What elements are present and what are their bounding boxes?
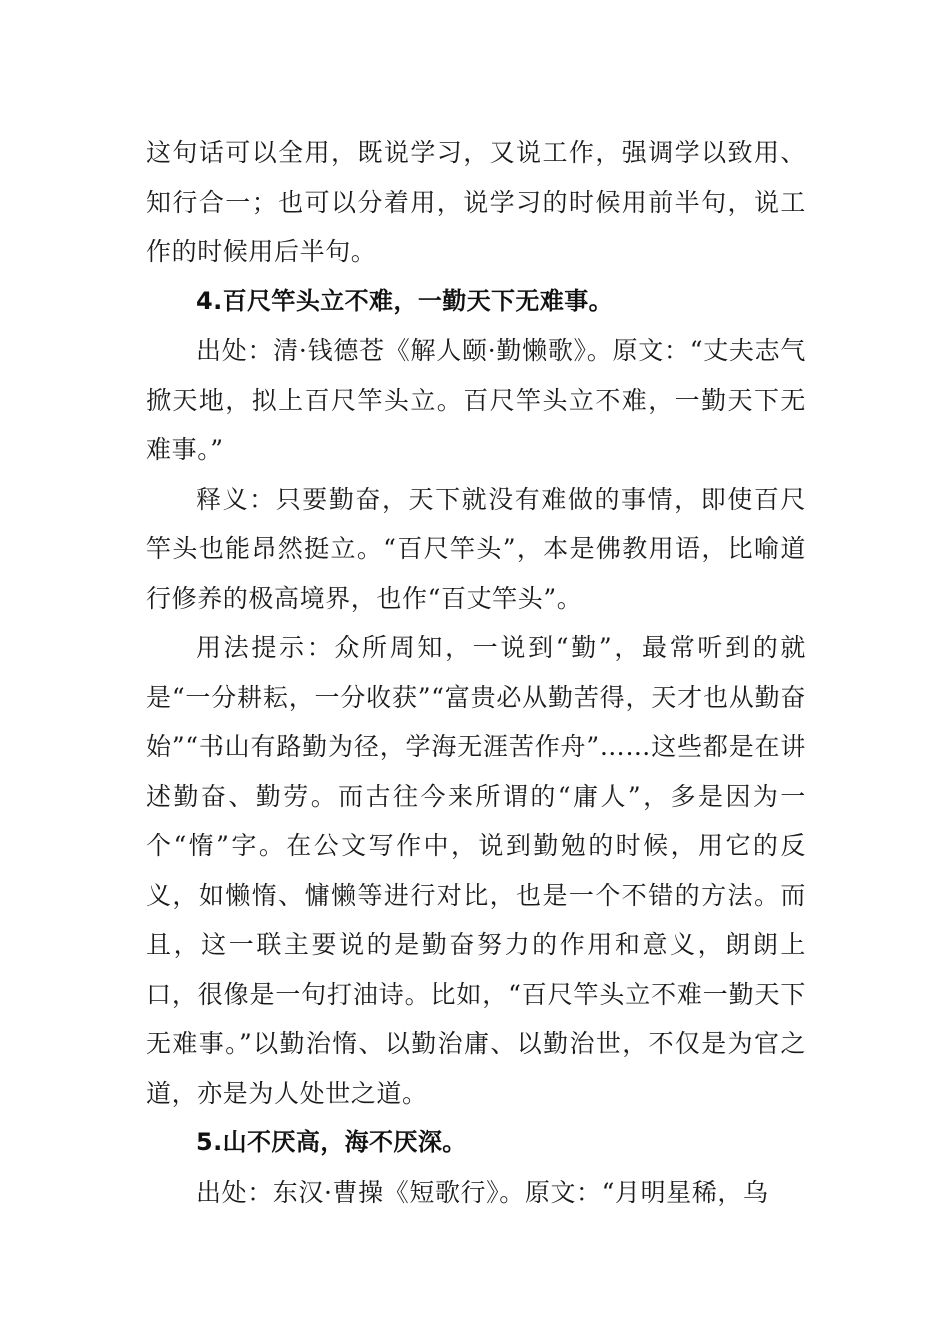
section-4-source: 出处：清·钱德苍《解人颐·勤懒歌》。原文：“丈夫志气掀天地，拟上百尺竿头立。百尺竿头立不难，一勤天下无难事。” xyxy=(146,336,806,464)
paragraph-continuation: 这句话可以全用，既说学习，又说工作，强调学以致用、知行合一；也可以分着用，说学习的时候用前半句，说工作的时候用后半句。 xyxy=(146,138,806,266)
document-page xyxy=(146,128,806,1217)
section-4-usage: 用法提示：众所周知，一说到“勤”，最常听到的就是“一分耕耘，一分收获”“富贵必从勤苦得，天才也从勤奋始”“书山有路勤为径，学海无涯苦作舟”……这些都是在讲述勤奋、勤劳。而古往今来所谓的“庸人”，多是因为一个“惰”字。在公文写作中，说到勤勉的时候，用它的反义，如懒惰、慵懒等进行对比，也是一个不错的方法。而且，这一联主要说的是勤奋努力的作用和意义，朗朗上口，很像是一句打油诗。比如，“百尺竿头立不难一勤天下无难事。”以勤治惰、以勤治庸、以勤治世，不仅是为官之道，亦是为人处世之道。 xyxy=(146,633,806,1108)
section-4-heading: 4.百尺竿头立不难，一勤天下无难事。 xyxy=(196,286,614,315)
section-4-meaning: 释义：只要勤奋，天下就没有难做的事情，即使百尺竿头也能昂然挺立。“百尺竿头”，本是佛教用语，比喻道行修养的极高境界，也作“百丈竿头”。 xyxy=(146,484,806,613)
section-5-heading: 5.山不厌高，海不厌深。 xyxy=(196,1128,467,1156)
section-5-source: 出处：东汉·曹操《短歌行》。原文：“月明星稀，乌 xyxy=(196,1177,769,1207)
